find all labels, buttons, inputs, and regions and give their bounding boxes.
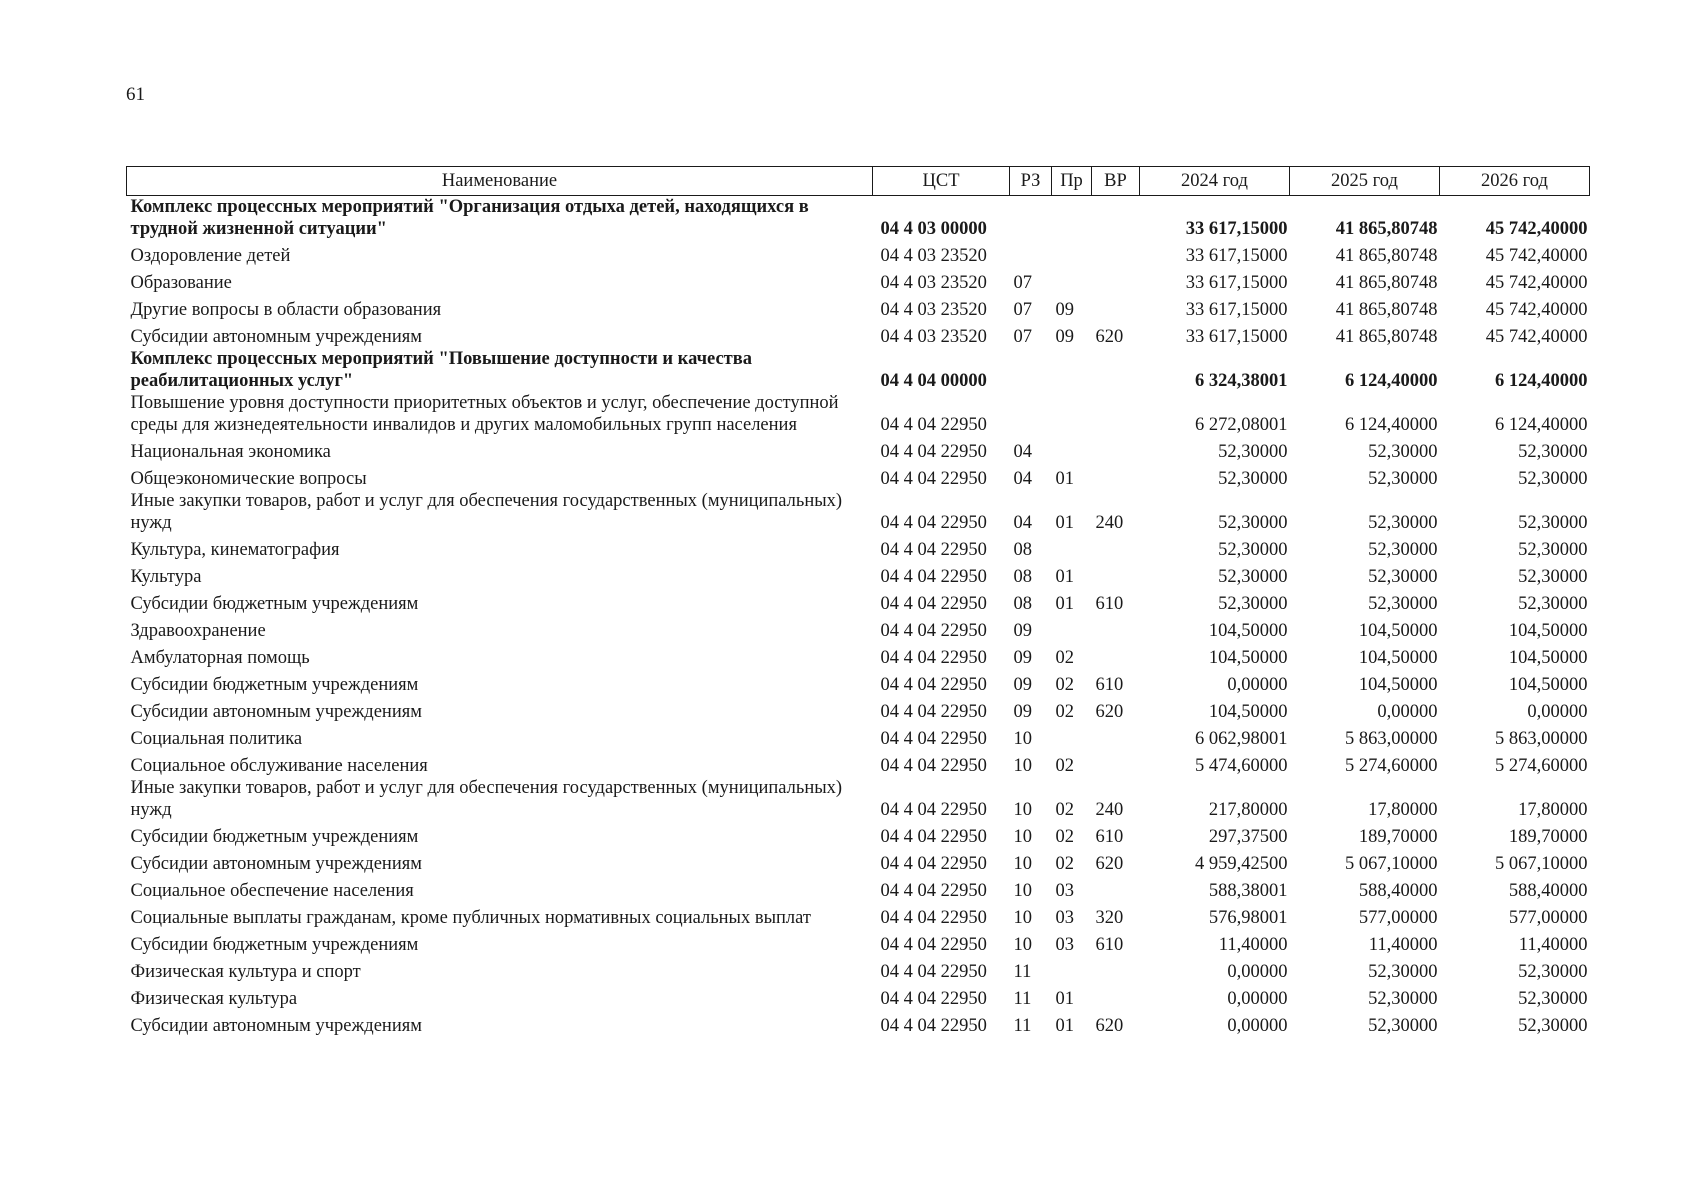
table-row: [127, 821, 1590, 848]
table-row: [127, 929, 1590, 956]
row-pr: 01: [1055, 1016, 1074, 1036]
row-value-2025: 104,50000: [1358, 648, 1438, 668]
row-rz: [1010, 196, 1052, 241]
row-value-2026: 45 742,40000: [1485, 219, 1588, 239]
row-value-2026: 45 742,40000: [1485, 246, 1588, 266]
row-cst: 04 4 03 23520: [880, 300, 987, 320]
row-rz: 10: [1013, 800, 1032, 820]
row-rz: 11: [1013, 989, 1032, 1009]
row-vr: [1092, 436, 1140, 463]
row-value-2026: 577,00000: [1508, 908, 1588, 928]
row-pr: 03: [1055, 908, 1074, 928]
row-value-2024: 588,38001: [1208, 881, 1288, 901]
row-name: Культура, кинематография: [130, 540, 340, 560]
row-rz: 07: [1013, 300, 1032, 320]
row-value-2024: 6 324,38001: [1195, 371, 1288, 391]
row-value-2024: 52,30000: [1218, 540, 1288, 560]
row-name: Иные закупки товаров, работ и услуг для обеспечения государственных (муниципальных) нужд: [130, 778, 843, 820]
table-row: [127, 777, 1590, 821]
row-cst: 04 4 04 22950: [880, 442, 987, 462]
row-cst: 04 4 04 22950: [880, 567, 987, 587]
row-vr: 610: [1095, 827, 1124, 847]
row-cst: 04 4 04 22950: [880, 540, 987, 560]
row-value-2025: 52,30000: [1368, 962, 1438, 982]
row-vr: [1092, 267, 1140, 294]
row-rz: 11: [1013, 962, 1032, 982]
table-row: [127, 321, 1590, 348]
row-rz: 09: [1013, 675, 1032, 695]
row-value-2025: 5 863,00000: [1345, 729, 1438, 749]
row-value-2026: 189,70000: [1508, 827, 1588, 847]
row-rz: 10: [1013, 935, 1032, 955]
row-value-2024: 5 474,60000: [1195, 756, 1288, 776]
row-pr: 01: [1055, 513, 1074, 533]
row-value-2025: 52,30000: [1368, 540, 1438, 560]
row-value-2024: 104,50000: [1208, 702, 1288, 722]
row-rz: 09: [1013, 702, 1032, 722]
row-value-2024: 33 617,15000: [1185, 246, 1288, 266]
row-value-2025: 41 865,80748: [1335, 300, 1438, 320]
row-vr: [1092, 392, 1140, 436]
row-cst: 04 4 03 23520: [880, 246, 987, 266]
row-name: Другие вопросы в области образования: [130, 300, 442, 320]
row-pr: [1052, 534, 1092, 561]
row-value-2024: 11,40000: [1218, 935, 1288, 955]
row-name: Амбулаторная помощь: [130, 648, 310, 668]
column-header-rz: РЗ: [1010, 167, 1052, 196]
column-header-cst: ЦСТ: [873, 167, 1010, 196]
row-pr: 01: [1055, 594, 1074, 614]
row-rz: 10: [1013, 729, 1032, 749]
row-name: Образование: [130, 273, 232, 293]
row-value-2025: 52,30000: [1368, 513, 1438, 533]
row-value-2024: 104,50000: [1208, 621, 1288, 641]
row-cst: 04 4 04 22950: [880, 648, 987, 668]
row-value-2024: 104,50000: [1208, 648, 1288, 668]
row-rz: 11: [1013, 1016, 1032, 1036]
row-cst: 04 4 04 22950: [880, 756, 987, 776]
row-vr: [1092, 196, 1140, 241]
row-value-2025: 104,50000: [1358, 621, 1438, 641]
row-name: Физическая культура: [130, 989, 298, 1009]
row-vr: [1092, 642, 1140, 669]
table-row: [127, 723, 1590, 750]
row-value-2024: 33 617,15000: [1185, 219, 1288, 239]
row-rz: 10: [1013, 908, 1032, 928]
row-vr: 320: [1095, 908, 1124, 928]
table-row: [127, 1010, 1590, 1037]
row-cst: 04 4 04 22950: [880, 800, 987, 820]
table-row: [127, 588, 1590, 615]
row-rz: 09: [1013, 621, 1032, 641]
row-value-2024: 576,98001: [1208, 908, 1288, 928]
row-vr: [1092, 294, 1140, 321]
row-name: Субсидии бюджетным учреждениям: [130, 935, 419, 955]
row-cst: 04 4 04 22950: [880, 854, 987, 874]
row-value-2025: 41 865,80748: [1335, 246, 1438, 266]
row-vr: [1092, 463, 1140, 490]
table-row: [127, 902, 1590, 929]
row-pr: [1052, 392, 1092, 436]
row-value-2025: 52,30000: [1368, 989, 1438, 1009]
row-cst: 04 4 04 22950: [880, 962, 987, 982]
row-vr: 620: [1095, 1016, 1124, 1036]
row-value-2026: 588,40000: [1508, 881, 1588, 901]
row-vr: 610: [1095, 935, 1124, 955]
row-value-2026: 104,50000: [1508, 648, 1588, 668]
row-cst: 04 4 04 00000: [880, 371, 987, 391]
row-name: Социальные выплаты гражданам, кроме публичных нормативных социальных выплат: [130, 908, 811, 928]
row-value-2026: 52,30000: [1518, 594, 1588, 614]
row-value-2024: 33 617,15000: [1185, 300, 1288, 320]
row-cst: 04 4 03 00000: [880, 219, 987, 239]
row-vr: 620: [1095, 702, 1124, 722]
row-cst: 04 4 04 22950: [880, 881, 987, 901]
row-pr: 02: [1055, 702, 1074, 722]
table-row: [127, 750, 1590, 777]
row-vr: [1092, 723, 1140, 750]
table-row: [127, 294, 1590, 321]
row-rz: 08: [1013, 540, 1032, 560]
row-pr: 01: [1055, 989, 1074, 1009]
row-pr: [1052, 436, 1092, 463]
row-name: Культура: [130, 567, 202, 587]
table-row: [127, 983, 1590, 1010]
row-cst: 04 4 04 22950: [880, 1016, 987, 1036]
row-value-2026: 0,00000: [1527, 702, 1588, 722]
row-pr: [1052, 956, 1092, 983]
row-name: Субсидии бюджетным учреждениям: [130, 827, 419, 847]
row-pr: 01: [1055, 567, 1074, 587]
table-body: [127, 196, 1590, 1038]
column-header-2024: 2024 год: [1140, 167, 1290, 196]
row-name: Субсидии автономным учреждениям: [130, 854, 422, 874]
row-value-2024: 52,30000: [1218, 594, 1288, 614]
row-value-2026: 6 124,40000: [1495, 371, 1588, 391]
row-vr: [1092, 875, 1140, 902]
row-rz: 08: [1013, 594, 1032, 614]
row-value-2026: 104,50000: [1508, 621, 1588, 641]
row-vr: 610: [1095, 594, 1124, 614]
row-cst: 04 4 04 22950: [880, 702, 987, 722]
row-value-2025: 6 124,40000: [1345, 371, 1438, 391]
row-value-2026: 5 863,00000: [1495, 729, 1588, 749]
row-pr: 01: [1055, 469, 1074, 489]
row-vr: [1092, 561, 1140, 588]
row-value-2024: 52,30000: [1218, 469, 1288, 489]
row-pr: [1052, 196, 1092, 241]
row-name: Субсидии бюджетным учреждениям: [130, 594, 419, 614]
row-value-2026: 11,40000: [1518, 935, 1588, 955]
row-value-2026: 52,30000: [1518, 567, 1588, 587]
row-rz: 07: [1013, 273, 1032, 293]
row-value-2026: 45 742,40000: [1485, 327, 1588, 347]
row-value-2025: 52,30000: [1368, 442, 1438, 462]
page-number: 61: [126, 84, 145, 105]
row-name: Субсидии автономным учреждениям: [130, 1016, 422, 1036]
row-cst: 04 4 04 22950: [880, 513, 987, 533]
row-value-2025: 52,30000: [1368, 1016, 1438, 1036]
row-name: Иные закупки товаров, работ и услуг для обеспечения государственных (муниципальных) нужд: [130, 491, 843, 533]
row-value-2025: 52,30000: [1368, 594, 1438, 614]
table-row: [127, 348, 1590, 392]
row-value-2024: 0,00000: [1227, 1016, 1288, 1036]
row-value-2026: 52,30000: [1518, 469, 1588, 489]
row-name: Общеэкономические вопросы: [130, 469, 367, 489]
table-row: [127, 534, 1590, 561]
row-pr: 02: [1055, 756, 1074, 776]
row-value-2026: 52,30000: [1518, 1016, 1588, 1036]
row-vr: [1092, 615, 1140, 642]
row-pr: 09: [1055, 327, 1074, 347]
table-row: [127, 267, 1590, 294]
table-row: [127, 848, 1590, 875]
table-row: [127, 463, 1590, 490]
table-row: [127, 490, 1590, 534]
table-row: [127, 669, 1590, 696]
row-pr: [1052, 348, 1092, 392]
row-value-2026: 52,30000: [1518, 540, 1588, 560]
row-value-2025: 0,00000: [1377, 702, 1438, 722]
row-name: Субсидии автономным учреждениям: [130, 702, 422, 722]
table-row: [127, 875, 1590, 902]
row-vr: [1092, 956, 1140, 983]
row-value-2025: 104,50000: [1358, 675, 1438, 695]
row-value-2026: 5 067,10000: [1495, 854, 1588, 874]
row-cst: 04 4 04 22950: [880, 729, 987, 749]
row-value-2024: 6 272,08001: [1195, 415, 1288, 435]
row-vr: 620: [1095, 854, 1124, 874]
table-row: [127, 561, 1590, 588]
row-cst: 04 4 04 22950: [880, 989, 987, 1009]
row-value-2025: 52,30000: [1368, 469, 1438, 489]
row-value-2026: 52,30000: [1518, 989, 1588, 1009]
row-vr: 610: [1095, 675, 1124, 695]
row-cst: 04 4 04 22950: [880, 908, 987, 928]
row-value-2024: 0,00000: [1227, 989, 1288, 1009]
row-pr: 03: [1055, 881, 1074, 901]
table-row: [127, 436, 1590, 463]
table-row: [127, 392, 1590, 436]
row-value-2025: 17,80000: [1368, 800, 1438, 820]
row-cst: 04 4 04 22950: [880, 594, 987, 614]
table-row: [127, 696, 1590, 723]
row-cst: 04 4 04 22950: [880, 675, 987, 695]
row-vr: [1092, 983, 1140, 1010]
row-value-2025: 189,70000: [1358, 827, 1438, 847]
row-vr: [1092, 240, 1140, 267]
row-name: Субсидии бюджетным учреждениям: [130, 675, 419, 695]
row-value-2026: 17,80000: [1518, 800, 1588, 820]
row-cst: 04 4 03 23520: [880, 273, 987, 293]
row-value-2025: 5 067,10000: [1345, 854, 1438, 874]
row-rz: 10: [1013, 854, 1032, 874]
row-rz: 10: [1013, 756, 1032, 776]
row-value-2025: 6 124,40000: [1345, 415, 1438, 435]
row-name: Оздоровление детей: [130, 246, 291, 266]
row-value-2024: 33 617,15000: [1185, 273, 1288, 293]
column-header-pr: Пр: [1052, 167, 1092, 196]
row-name: Субсидии автономным учреждениям: [130, 327, 422, 347]
row-value-2024: 0,00000: [1227, 675, 1288, 695]
row-pr: 02: [1055, 675, 1074, 695]
row-rz: [1010, 240, 1052, 267]
row-value-2025: 41 865,80748: [1335, 273, 1438, 293]
row-value-2026: 104,50000: [1508, 675, 1588, 695]
row-cst: 04 4 04 22950: [880, 621, 987, 641]
column-header-2025: 2025 год: [1290, 167, 1440, 196]
row-vr: [1092, 348, 1140, 392]
table-row: [127, 642, 1590, 669]
row-cst: 04 4 04 22950: [880, 935, 987, 955]
row-cst: 04 4 03 23520: [880, 327, 987, 347]
row-value-2026: 45 742,40000: [1485, 273, 1588, 293]
row-value-2026: 5 274,60000: [1495, 756, 1588, 776]
row-name: Физическая культура и спорт: [130, 962, 361, 982]
row-value-2024: 217,80000: [1208, 800, 1288, 820]
row-pr: [1052, 240, 1092, 267]
table-row: [127, 196, 1590, 241]
row-value-2024: 33 617,15000: [1185, 327, 1288, 347]
row-value-2024: 0,00000: [1227, 962, 1288, 982]
row-rz: 08: [1013, 567, 1032, 587]
row-rz: 07: [1013, 327, 1032, 347]
row-pr: [1052, 615, 1092, 642]
row-pr: [1052, 267, 1092, 294]
row-vr: [1092, 534, 1140, 561]
row-value-2026: 6 124,40000: [1495, 415, 1588, 435]
row-name: Социальное обеспечение населения: [130, 881, 414, 901]
row-name: Комплекс процессных мероприятий "Повышение доступности и качества реабилитационных услуг": [130, 349, 752, 391]
row-name: Повышение уровня доступности приоритетных объектов и услуг, обеспечение доступной среды для жизнедеятельности инвалидов и других маломобильных групп населения: [130, 393, 839, 435]
row-cst: 04 4 04 22950: [880, 469, 987, 489]
row-value-2024: 52,30000: [1218, 567, 1288, 587]
row-value-2024: 52,30000: [1218, 513, 1288, 533]
row-vr: 240: [1095, 800, 1124, 820]
row-pr: 03: [1055, 935, 1074, 955]
row-name: Здравоохранение: [130, 621, 266, 641]
table-row: [127, 956, 1590, 983]
column-header-vr: ВР: [1092, 167, 1140, 196]
row-pr: 02: [1055, 854, 1074, 874]
row-rz: 10: [1013, 881, 1032, 901]
row-value-2024: 297,37500: [1208, 827, 1288, 847]
row-value-2026: 45 742,40000: [1485, 300, 1588, 320]
row-value-2025: 41 865,80748: [1335, 219, 1438, 239]
row-name: Комплекс процессных мероприятий "Организация отдыха детей, находящихся в трудной жизненной ситуации": [130, 197, 809, 239]
row-pr: 02: [1055, 648, 1074, 668]
row-cst: 04 4 04 22950: [880, 415, 987, 435]
row-value-2025: 41 865,80748: [1335, 327, 1438, 347]
table-row: [127, 615, 1590, 642]
table-header-row: [127, 167, 1590, 196]
row-pr: 02: [1055, 827, 1074, 847]
row-name: Социальная политика: [130, 729, 303, 749]
row-rz: 10: [1013, 827, 1032, 847]
column-header-name: Наименование: [127, 167, 873, 196]
row-rz: [1010, 348, 1052, 392]
row-rz: 04: [1013, 442, 1032, 462]
table-row: [127, 240, 1590, 267]
row-value-2025: 577,00000: [1358, 908, 1438, 928]
row-rz: [1010, 392, 1052, 436]
row-value-2025: 5 274,60000: [1345, 756, 1438, 776]
row-value-2024: 6 062,98001: [1195, 729, 1288, 749]
row-name: Национальная экономика: [130, 442, 331, 462]
row-vr: [1092, 750, 1140, 777]
row-cst: 04 4 04 22950: [880, 827, 987, 847]
row-rz: 04: [1013, 513, 1032, 533]
row-value-2025: 52,30000: [1368, 567, 1438, 587]
budget-table: [126, 166, 1590, 1037]
row-value-2025: 11,40000: [1368, 935, 1438, 955]
row-value-2026: 52,30000: [1518, 442, 1588, 462]
row-rz: 04: [1013, 469, 1032, 489]
row-value-2026: 52,30000: [1518, 962, 1588, 982]
row-value-2024: 4 959,42500: [1195, 854, 1288, 874]
row-vr: 620: [1095, 327, 1124, 347]
row-rz: 09: [1013, 648, 1032, 668]
row-pr: 02: [1055, 800, 1074, 820]
row-pr: 09: [1055, 300, 1074, 320]
row-name: Социальное обслуживание населения: [130, 756, 428, 776]
row-value-2026: 52,30000: [1518, 513, 1588, 533]
row-pr: [1052, 723, 1092, 750]
row-value-2024: 52,30000: [1218, 442, 1288, 462]
column-header-2026: 2026 год: [1440, 167, 1590, 196]
row-value-2025: 588,40000: [1358, 881, 1438, 901]
row-vr: 240: [1095, 513, 1124, 533]
